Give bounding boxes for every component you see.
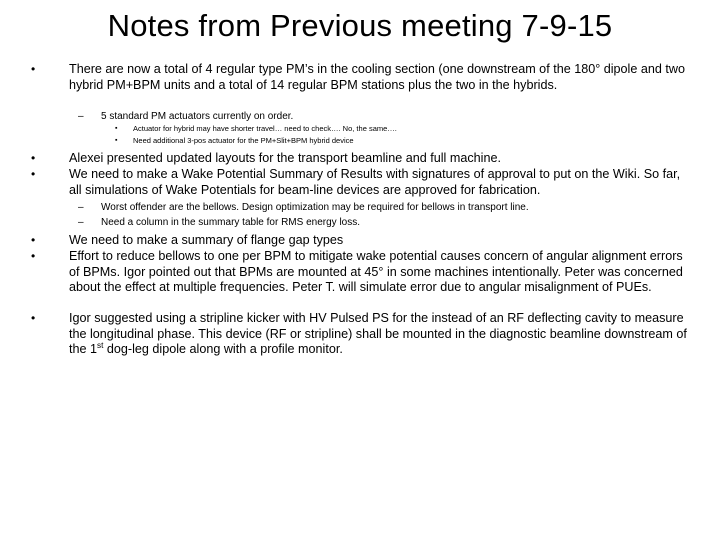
bullet-wake-summary: We need to make a Wake Potential Summary of Results with signatures of approval to put on the Wiki. So far, all simulations of Wake Potentials for beam-line devices are approved for fabrication. — [69, 167, 681, 197]
bullet-marker: • — [31, 62, 36, 76]
bullet-marker: • — [31, 151, 36, 165]
square-marker: ▪ — [115, 137, 118, 144]
sub-sub-bullet-hybrid-actuator: Actuator for hybrid may have shorter travel… need to check…. No, the same…. — [133, 124, 397, 133]
sub-sub-bullet-3pos-actuator: Need additional 3-pos actuator for the PM+Slit+BPM hybrid device — [133, 136, 354, 145]
stripline-text-part2: dog-leg dipole along with a profile monitor. — [103, 342, 343, 357]
ordinal-superscript: st — [97, 341, 104, 350]
dash-marker: – — [78, 202, 84, 213]
square-marker: ▪ — [115, 125, 118, 132]
bullet-stripline-kicker — [69, 311, 689, 358]
bullet-marker: • — [31, 249, 36, 263]
bullet-pm-count: There are now a total of 4 regular type PM’s in the cooling section (one downstream of the 180° dipole and two hybrid PM+BPM units and a total of 14 regular BPM stations plus the two in the hybrids. — [69, 62, 685, 92]
bullet-bellows-reduction: Effort to reduce bellows to one per BPM to mitigate wake potential causes concern of angular alignment errors of BPMs. Igor pointed out that BPMs are mounted at 45° in some machines intentionally. Peter was concerned about the effect at multiple frequencies. Peter T. will simulate error due to angular misalignment of PUEs. — [69, 249, 683, 295]
bullet-alexei-layouts: Alexei presented updated layouts for the transport beamline and full machine. — [69, 151, 501, 165]
dash-marker: – — [78, 217, 84, 228]
sub-bullet-rms-column: Need a column in the summary table for RMS energy loss. — [101, 217, 360, 228]
bullet-marker: • — [31, 233, 36, 247]
stripline-text-part1: Igor suggested using a stripline kicker with HV Pulsed PS for the instead of an RF deflecting cavity to measure the longitudinal phase. This device (RF or stripline) shall be mounted in the diagnostic beamline downstream of the 1 — [69, 311, 687, 357]
bullet-marker: • — [31, 311, 36, 325]
sub-bullet-bellows-offender: Worst offender are the bellows. Design optimization may be required for bellows in transport line. — [101, 202, 529, 213]
slide-title: Notes from Previous meeting 7-9-15 — [107, 8, 613, 43]
sub-bullet-pm-actuators: 5 standard PM actuators currently on order. — [101, 111, 294, 122]
dash-marker: – — [78, 111, 84, 122]
bullet-flange-gap: We need to make a summary of flange gap types — [69, 233, 344, 247]
bullet-marker: • — [31, 167, 36, 181]
